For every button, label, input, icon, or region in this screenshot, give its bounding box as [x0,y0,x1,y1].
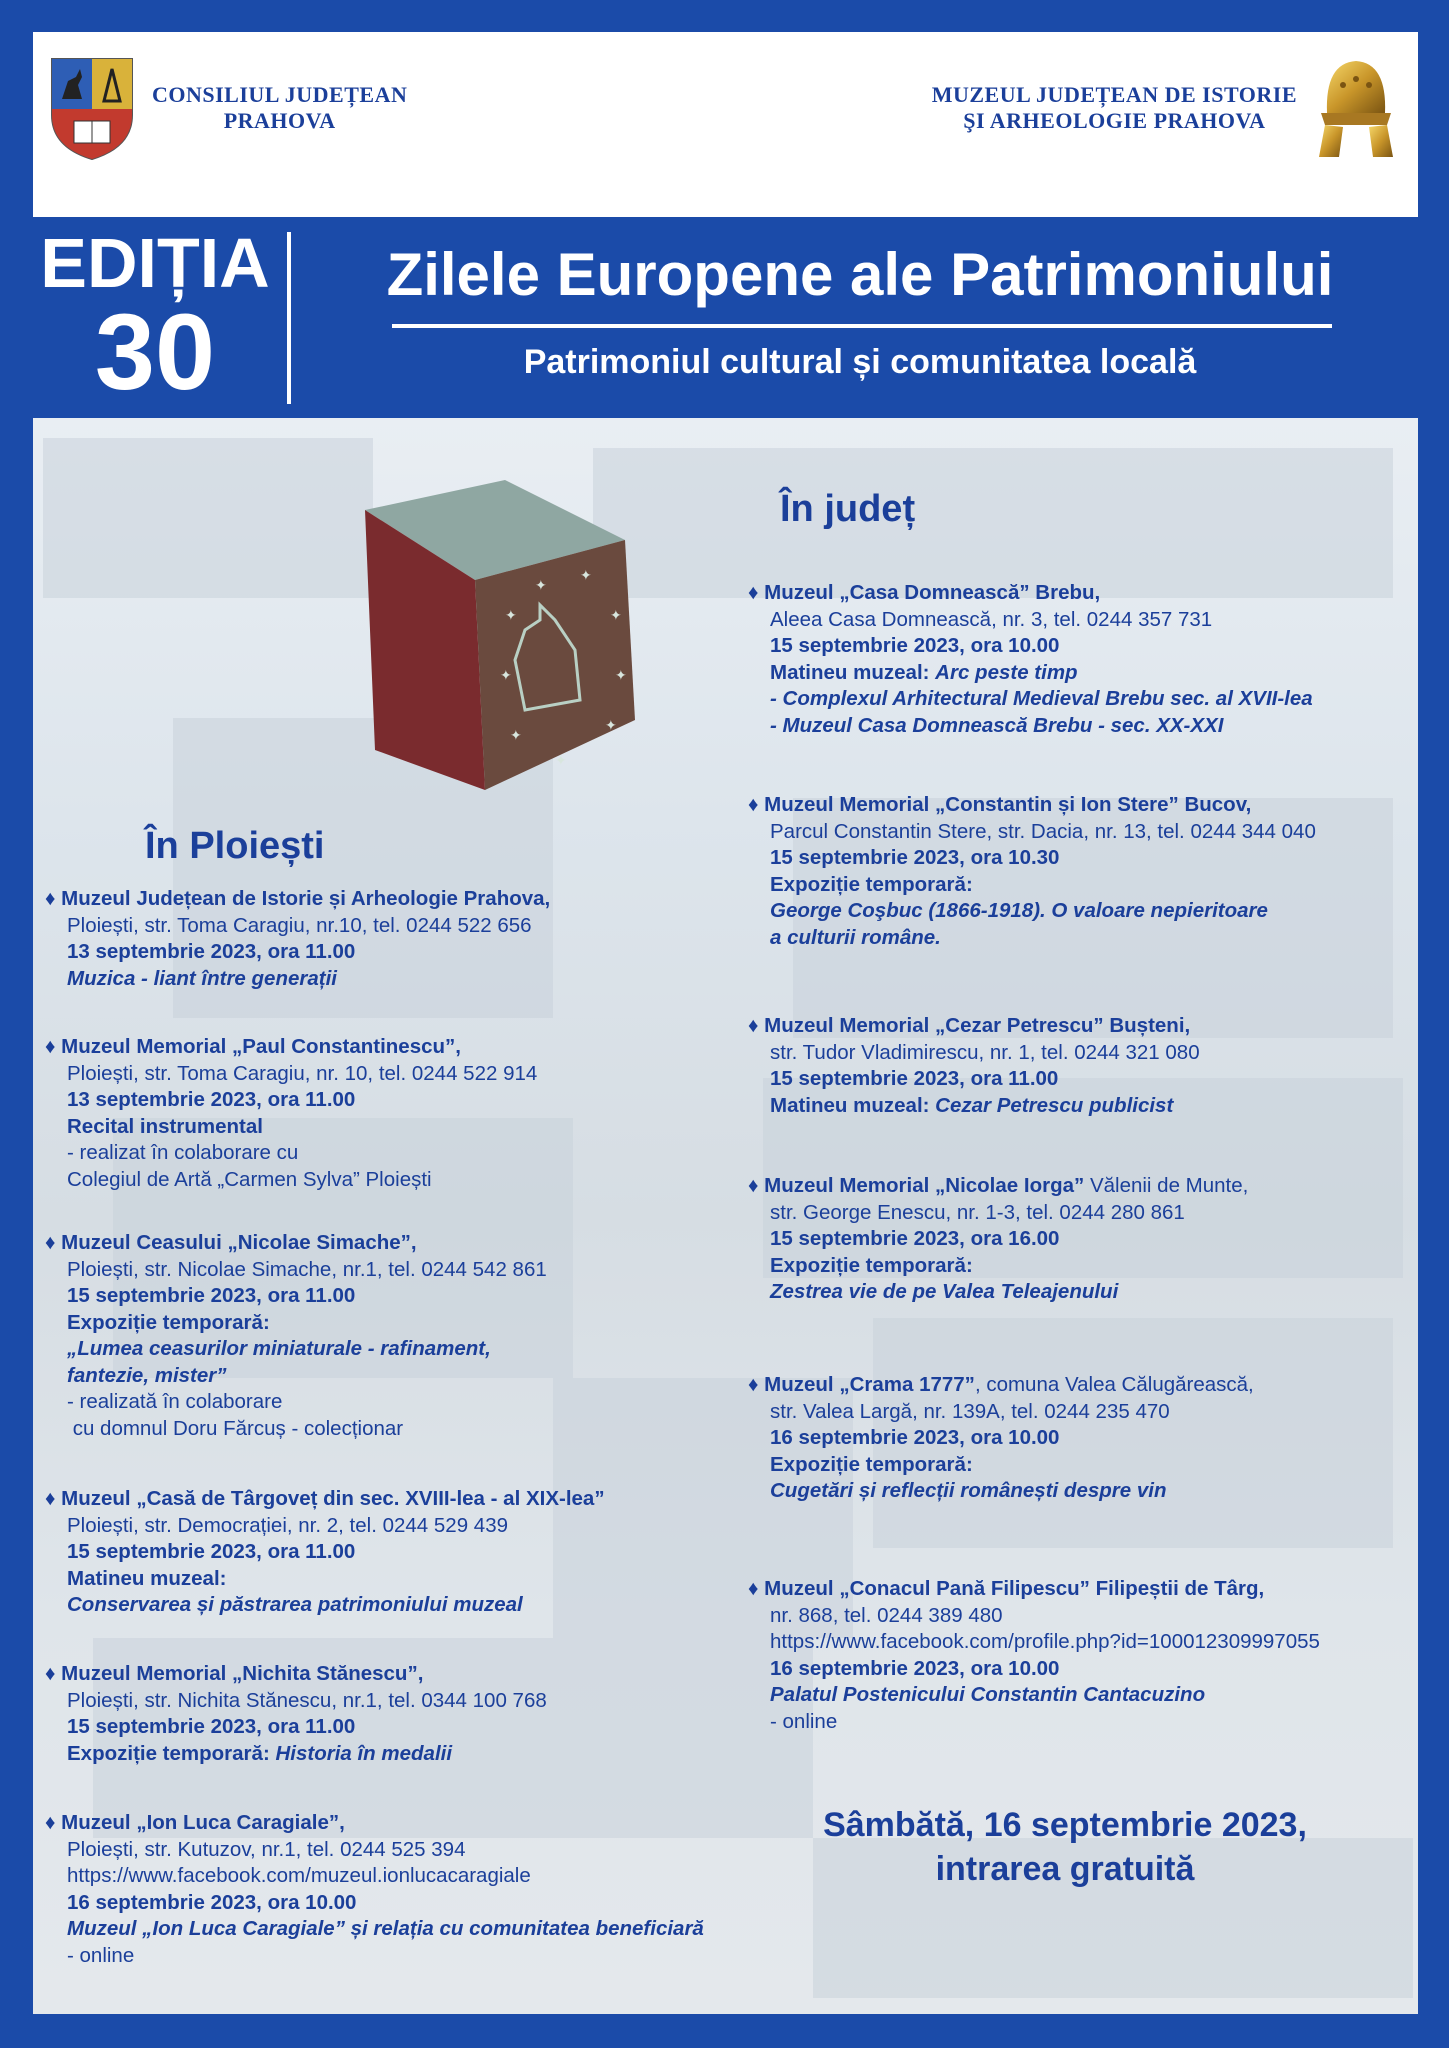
stone-block-image [325,470,640,800]
entry-address: nr. 868, tel. 0244 389 480 [770,1603,1003,1627]
entry-event: a culturii române. [770,925,941,949]
museum-name-text: Muzeul „Casa Domnească” Brebu, [764,581,1101,604]
free-entry-announcement [745,1803,1385,1891]
edition-number: 30 [94,291,216,412]
page-title: Zilele Europene ale Patrimoniului [386,241,1334,308]
announcement-line-1: Sâmbătă, 16 septembrie 2023, [823,1806,1307,1844]
entry-title [748,580,1313,607]
entry-event: George Coşbuc (1866-1918). O valoare nepieritoare [770,899,1268,922]
diamond-bullet-icon: ♦ [748,793,765,816]
entry-address: Ploiești, str. Toma Caragiu, nr. 10, tel. 0244 522 914 [67,1061,538,1085]
museum-name-text: Muzeul Județean de Istorie și Arheologie Prahova, [61,887,551,910]
county-council-name [152,82,407,134]
county-coat-of-arms-icon [48,55,136,161]
museum-name-text: Muzeul Ceasului „Nicolae Simache”, [61,1231,417,1254]
entry-event: Palatul Postenicului Constantin Cantacuzino [770,1683,1206,1706]
museum-name-text: Muzeul Memorial „Nichita Stănescu”, [61,1662,424,1685]
museum-name-text: Muzeul Memorial „Cezar Petrescu” Bușteni, [764,1014,1191,1037]
entry-address: Parcul Constantin Stere, str. Dacia, nr. 13, tel. 0244 344 040 [770,819,1316,843]
entry-event: „Lumea ceasurilor miniaturale - rafinament, [67,1337,491,1360]
entry-title [748,1173,1248,1200]
judet-entry-3 [748,1013,1200,1119]
entry-note: - online [67,1943,135,1967]
entry-event-sub: - Complexul Arhitectural Medieval Brebu sec. al XVII-lea [770,687,1313,710]
museum-place-text: , comuna Valea Călugărească, [974,1373,1254,1396]
entry-type: Expoziție temporară: [770,1452,973,1476]
edition-label: EDIȚIA [40,224,270,302]
background-building [43,438,373,598]
entry-type: Expoziție temporară: [770,872,973,896]
entry-title [45,1486,605,1513]
page-subtitle: Patrimoniul cultural și comunitatea locală [523,343,1197,381]
entry-note: - realizat în colaborare cu [67,1141,299,1164]
diamond-bullet-icon: ♦ [45,1811,62,1834]
judet-heading: În județ [780,488,916,530]
entry-date: 15 septembrie 2023, ora 16.00 [770,1227,1060,1250]
entry-event: Cezar Petrescu publicist [935,1093,1174,1117]
svg-text:✦: ✦ [615,667,627,683]
entry-address: str. Tudor Vladimirescu, nr. 1, tel. 0244 321 080 [770,1040,1200,1064]
entry-event: Arc peste timp [935,660,1078,684]
county-council-block [48,55,407,161]
entry-address: str. Valea Largă, nr. 139A, tel. 0244 235 470 [770,1399,1170,1423]
entry-type: Matineu muzeal: [67,1566,227,1590]
entry-type: Expoziție temporară: [67,1310,270,1334]
entry-note: Colegiul de Artă „Carmen Sylva” Ploiești [67,1167,432,1191]
diamond-bullet-icon: ♦ [45,887,62,910]
svg-text:✦: ✦ [510,727,522,743]
entry-title [748,1576,1320,1603]
museum-name-line-1: MUZEUL JUDEȚEAN DE ISTORIE [931,82,1297,107]
entry-event-sub: - Muzeul Casa Domnească Brebu - sec. XX-XXI [770,713,1224,737]
announcement-line-2: intrarea gratuită [935,1850,1195,1888]
svg-text:✦: ✦ [505,607,517,623]
museum-name-text: Muzeul „Crama 1777” [764,1373,975,1396]
svg-text:✦: ✦ [555,752,567,768]
judet-entry-1 [748,580,1313,739]
museum-place-text: Vălenii de Munte, [1084,1174,1249,1197]
museum-block [932,55,1397,161]
diamond-bullet-icon: ♦ [748,1373,765,1396]
judet-entry-4 [748,1173,1248,1306]
judet-entry-5 [748,1372,1254,1505]
entry-event: Zestrea vie de pe Valea Teleajenului [770,1280,1119,1303]
entry-title [748,1013,1200,1040]
entry-note: cu domnul Doru Fărcuș - colecționar [67,1416,404,1440]
museum-name-text: Muzeul Memorial „Paul Constantinescu”, [61,1035,461,1058]
golden-helmet-icon [1315,55,1397,161]
header-divider [287,232,291,404]
museum-name-text: Muzeul „Casă de Târgoveț din sec. XVIII-lea - al XIX-lea” [61,1487,605,1510]
ploiesti-entry-4 [45,1486,605,1619]
entry-title [45,886,550,913]
entry-date: 16 septembrie 2023, ora 10.00 [770,1426,1060,1449]
entry-address: Ploiești, str. Nicolae Simache, nr.1, tel. 0244 542 861 [67,1257,547,1281]
entry-date: 15 septembrie 2023, ora 11.00 [67,1715,356,1738]
svg-text:✦: ✦ [580,567,592,583]
entry-address: Ploiești, str. Kutuzov, nr.1, tel. 0244 525 394 [67,1837,466,1861]
entry-title [45,1810,704,1837]
entry-type: Matineu muzeal: [770,1093,936,1117]
entry-title [45,1230,547,1257]
judet-entry-2 [748,792,1316,951]
svg-text:✦: ✦ [605,717,617,733]
entry-address: Ploiești, str. Nichita Stănescu, nr.1, tel. 0344 100 768 [67,1688,547,1712]
county-council-line-1: CONSILIUL JUDEȚEAN [152,82,408,107]
svg-text:✦: ✦ [535,577,547,593]
entry-note: - online [770,1709,838,1733]
entry-event: fantezie, mister” [67,1363,227,1387]
entry-title [45,1034,537,1061]
entry-url[interactable]: https://www.facebook.com/profile.php?id=100012309997055 [770,1630,1320,1653]
entry-date: 15 septembrie 2023, ora 11.00 [67,1284,356,1307]
entry-date: 16 septembrie 2023, ora 10.00 [67,1890,357,1914]
entry-address: Aleea Casa Domnească, nr. 3, tel. 0244 357 731 [770,607,1213,631]
museum-name-text: Muzeul „Ion Luca Caragiale”, [61,1811,345,1834]
entry-event: Muzeul „Ion Luca Caragiale” și relația cu comunitatea beneficiară [67,1917,704,1940]
museum-name [932,82,1297,134]
museum-name-text: Muzeul Memorial „Nicolae Iorga” [764,1174,1085,1197]
entry-event: Historia în medalii [275,1741,453,1765]
diamond-bullet-icon: ♦ [748,581,765,604]
entry-date: 15 septembrie 2023, ora 10.30 [770,846,1060,869]
entry-type: Expoziție temporară: [770,1253,973,1277]
title-underline [392,324,1332,328]
svg-text:✦: ✦ [610,607,622,623]
ploiesti-entry-2 [45,1034,537,1193]
entry-type-line [45,1741,547,1768]
edition-block [36,224,274,412]
entry-type: Expoziție temporară: [67,1741,276,1765]
museum-name-line-2: ŞI ARHEOLOGIE PRAHOVA [963,108,1266,133]
background-building [593,448,1393,598]
entry-title [45,1661,547,1688]
entry-url[interactable]: https://www.facebook.com/muzeul.ionlucacaragiale [67,1864,531,1887]
entry-event: Conservarea și păstrarea patrimoniului muzeal [67,1593,523,1616]
ploiesti-entry-3 [45,1230,547,1442]
diamond-bullet-icon: ♦ [45,1662,62,1685]
diamond-bullet-icon: ♦ [45,1035,62,1058]
entry-date: 13 septembrie 2023, ora 11.00 [67,1088,356,1111]
ploiesti-entry-5 [45,1661,547,1767]
entry-title [748,1372,1254,1399]
diamond-bullet-icon: ♦ [748,1577,765,1600]
entry-date: 15 septembrie 2023, ora 11.00 [770,1067,1059,1090]
entry-date: 15 septembrie 2023, ora 11.00 [67,1540,356,1563]
ploiesti-entry-6 [45,1810,704,1969]
entry-type: Matineu muzeal: [770,660,936,684]
museum-name-text: Muzeul Memorial „Constantin și Ion Stere” Bucov, [764,793,1252,816]
entry-type-line [748,660,1313,687]
entry-event: Recital instrumental [67,1114,263,1138]
entry-date: 15 septembrie 2023, ora 10.00 [770,634,1060,657]
entry-date: 13 septembrie 2023, ora 11.00 [67,940,356,963]
entry-event: Muzica - liant între generații [67,966,337,990]
entry-date: 16 septembrie 2023, ora 10.00 [770,1656,1060,1680]
entry-type-line [748,1093,1200,1120]
entry-note: - realizată în colaborare [67,1390,283,1413]
county-council-line-2: PRAHOVA [223,108,336,133]
entry-address: Ploiești, str. Democrației, nr. 2, tel. 0244 529 439 [67,1513,508,1537]
diamond-bullet-icon: ♦ [45,1231,62,1254]
diamond-bullet-icon: ♦ [45,1487,62,1510]
diamond-bullet-icon: ♦ [748,1174,765,1197]
entry-address: str. George Enescu, nr. 1-3, tel. 0244 280 861 [770,1200,1185,1224]
entry-event: Cugetări și reflecții românești despre vin [770,1479,1167,1502]
ploiesti-entry-1 [45,886,550,992]
judet-entry-6 [748,1576,1320,1735]
svg-text:✦: ✦ [500,667,512,683]
ploiesti-heading: În Ploiești [145,825,325,867]
diamond-bullet-icon: ♦ [748,1014,765,1037]
entry-address: Ploiești, str. Toma Caragiu, nr.10, tel. 0244 522 656 [67,913,532,937]
entry-title [748,792,1316,819]
museum-name-text: Muzeul „Conacul Pană Filipescu” Filipeștii de Târg, [764,1577,1265,1600]
